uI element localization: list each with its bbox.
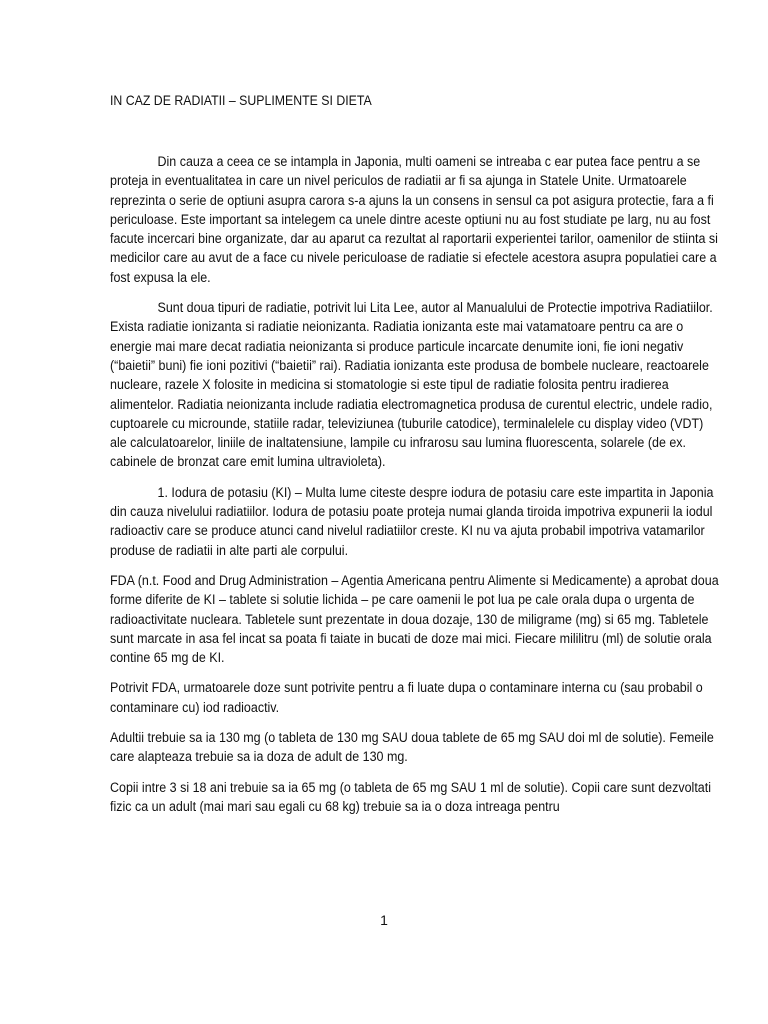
paragraph-fda-forms: FDA (n.t. Food and Drug Administration – Agentia Americana pentru Alimente si Medicamente) a aprobat doua forme diferite de KI – tablete si solutie lichida – pe care oamenii le pot lua pe cale orala dupa o urgenta de radioactivitate nucleara. Tabletele sunt prezentate in doua dozaje, 130 de miligrame (mg) si 65 mg. Tabletele sunt marcate in asa fel incat sa poata fi taiate in bucati de doze mai mici. Fiecare mililitru (ml) de solutie orala contine 65 mg de KI. xyxy=(110,572,719,667)
page-number: 1 xyxy=(380,912,388,928)
paragraph-fda-doses: Potrivit FDA, urmatoarele doze sunt potrivite pentru a fi luate dupa o contaminare interna cu (sau probabil o contaminare cu) iod radioactiv. xyxy=(110,680,703,716)
paragraph-radiation-types: Sunt doua tipuri de radiatie, potrivit lui Lita Lee, autor al Manualului de Protectie impotriva Radiatiilor. Exista radiatie ionizanta si radiatie neionizanta. Radiatia ionizanta este mai vatamatoare pentru ca are o energie mai mare decat radiatia neionizanta si produce particule incarcate denumite ioni, fie ioni negativ (“baietii” buni) fie ioni pozitivi (“baietii” rai). Radiatia ionizanta este produsa de bombele nucleare, reactoarele nucleare, razele X folosite in medicina si stomatologie si este tipul de radiatie folosita pentru iradierea alimentelor. Radiatia neionizanta include radiatia electromagnetica produsa de curentul electric, undele radio, cuptoarele cu microunde, statiile radar, televiziunea (tuburile catodice), terminalelele cu display video (VDT) ale calculatoarelor, liniile de inaltatensiune, lampile cu infrarosu sau lumina fluorescenta, solarele (de ex. cabinele de bronzat care emit lumina ultravioleta). xyxy=(110,300,713,471)
paragraph-adult-dose: Adultii trebuie sa ia 130 mg (o tableta de 130 mg SAU doua tablete de 65 mg SAU doi ml de solutie). Femeile care alapteaza trebuie sa ia doza de adult de 130 mg. xyxy=(110,730,714,766)
paragraph-potassium-iodide: 1. Iodura de potasiu (KI) – Multa lume citeste despre iodura de potasiu care este impartita in Japonia din cauza nivelului radiatiilor. Iodura de potasiu poate proteja numai glanda tiroida impotriva expunerii la iodul radioactiv care se produce atunci cand nivelul radiatiilor creste. KI nu va ajuta probabil impotriva vatamarilor produse de radiatii in alte parti ale corpului. xyxy=(110,484,714,559)
document-title: IN CAZ DE RADIATII – SUPLIMENTE SI DIETA xyxy=(110,92,372,108)
paragraph-child-dose: Copii intre 3 si 18 ani trebuie sa ia 65 mg (o tableta de 65 mg SAU 1 ml de solutie). Copii care sunt dezvoltati fizic ca un adult (mai mari sau egali cu 68 kg) trebuie sa ia o doza intreaga pentru xyxy=(110,779,711,815)
paragraph-intro: Din cauza a ceea ce se intampla in Japonia, multi oameni se intreaba c ear putea face pentru a se proteja in eventualitatea in care un nivel periculos de radiatii ar fi sa ajunga in Statele Unite. Urmatoarele reprezinta o serie de optiuni asupra carora s-a ajuns la un consens in sensul ca pot asigura protectie, fara a fi periculoase. Este important sa intelegem ca unele dintre aceste optiuni nu au fost studiate pe larg, nu au fost facute incercari bine organizate, dar au aparut ca rezultat al raportarii experientei tarilor, oamenilor de stiinta si medicilor care au avut de a face cu nivele periculoase de radiatie si efectele acestora asupra populatiei care a fost expusa la ele. xyxy=(110,154,718,286)
document-body xyxy=(110,153,720,828)
